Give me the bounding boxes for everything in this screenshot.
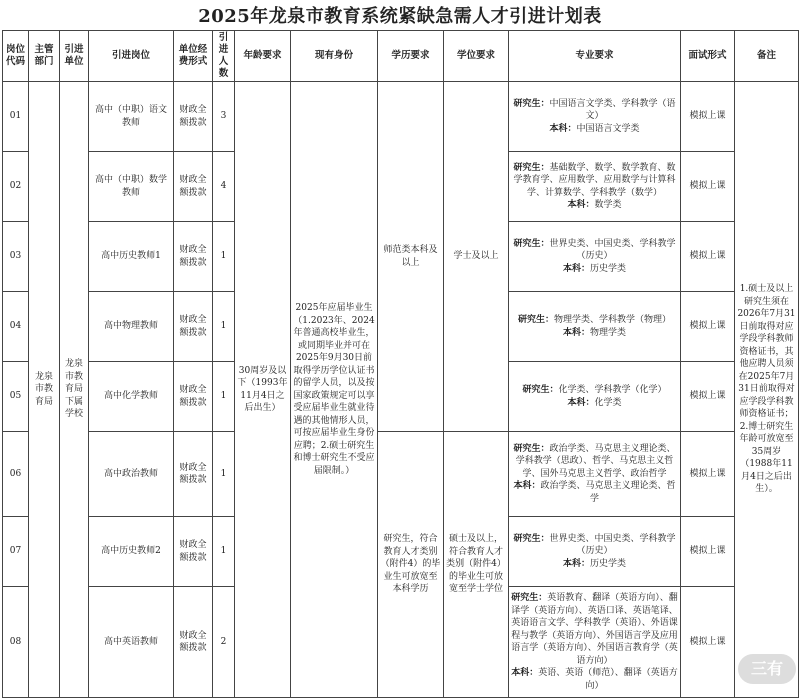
header-degree: 学位要求 — [444, 31, 509, 82]
post-name: 高中历史教师2 — [89, 517, 174, 587]
ug-label: 本科： — [562, 558, 590, 569]
funding-cell: 财政全额拨款 — [174, 82, 213, 152]
num-cell: 1 — [213, 292, 235, 362]
major-grad-line — [511, 384, 678, 397]
funding-cell: 财政全额拨款 — [174, 292, 213, 362]
major-grad-text: 世界史类、中国史类、学科教学（历史） — [549, 238, 676, 262]
major-ug-line — [511, 480, 678, 505]
num-cell: 1 — [213, 432, 235, 517]
major-cell — [509, 152, 681, 222]
major-grad-line — [511, 238, 678, 263]
major-cell — [509, 517, 681, 587]
major-grad-line — [511, 98, 678, 123]
header-major: 专业要求 — [509, 31, 681, 82]
major-ug-line — [511, 558, 678, 571]
header-post: 引进岗位 — [89, 31, 174, 82]
num-cell: 1 — [213, 222, 235, 292]
ug-label: 本科： — [567, 200, 595, 210]
major-cell — [509, 82, 681, 152]
major-ug-line — [511, 327, 678, 340]
grad-label: 研究生： — [511, 593, 548, 603]
grad-label: 研究生： — [522, 385, 559, 395]
funding-cell: 财政全额拨款 — [174, 362, 213, 432]
grad-label: 研究生： — [517, 315, 554, 325]
major-grad-text: 世界史类、中国史类、学科教学（历史） — [549, 533, 676, 557]
interview-cell: 模拟上课 — [681, 517, 735, 587]
major-ug-text: 历史学类 — [590, 558, 627, 569]
degree-cell-a: 学士及以上 — [444, 82, 509, 432]
interview-cell: 模拟上课 — [681, 292, 735, 362]
post-code: 05 — [3, 362, 29, 432]
identity-cell: 2025年应届毕业生（1.2023年、2024年普通高校毕业生，或同期毕业并可在2025年9月30日前取得学历学位认证书的留学人员，以及按国家政策规定可以享受应届毕业生就业待遇的其他情形人员，可按应届毕业生身份应聘；2.硕士研究生和博士研究生不受应届限制。） — [291, 82, 378, 698]
major-ug-text: 英语、英语（师范）、翻译（英语方向） — [538, 668, 678, 691]
interview-cell: 模拟上课 — [681, 222, 735, 292]
post-code: 08 — [3, 587, 29, 698]
header-age: 年龄要求 — [235, 31, 291, 82]
funding-cell: 财政全额拨款 — [174, 587, 213, 698]
post-name: 高中英语教师 — [89, 587, 174, 698]
ug-label: 本科： — [513, 481, 541, 492]
post-name: 高中政治教师 — [89, 432, 174, 517]
grad-label: 研究生： — [513, 533, 550, 544]
dept-cell: 龙泉市教育局 — [29, 82, 60, 698]
major-ug-line — [511, 397, 678, 410]
major-ug-text: 历史学类 — [590, 263, 627, 274]
post-name: 高中（中职）语文教师 — [89, 82, 174, 152]
header-num: 引进人数 — [213, 31, 235, 82]
interview-cell: 模拟上课 — [681, 362, 735, 432]
ug-label: 本科： — [562, 263, 590, 274]
ug-label: 本科： — [567, 397, 595, 408]
interview-cell: 模拟上课 — [681, 587, 735, 698]
header-row — [3, 31, 799, 82]
post-code: 04 — [3, 292, 29, 362]
num-cell: 4 — [213, 152, 235, 222]
post-code: 06 — [3, 432, 29, 517]
major-ug-text: 数学类 — [594, 200, 622, 210]
header-remarks: 备注 — [735, 31, 799, 82]
grad-label: 研究生： — [513, 238, 550, 249]
grad-label: 研究生： — [513, 162, 550, 173]
interview-cell: 模拟上课 — [681, 432, 735, 517]
age-cell: 30周岁及以下（1993年11月4日之后出生） — [235, 82, 291, 698]
major-grad-text: 物理学类、学科教学（物理） — [554, 315, 672, 325]
major-cell — [509, 292, 681, 362]
major-grad-text: 英语教育、翻译（英语方向）、翻译学（英语方向）、英语口译、英语笔译、英语语言文学、学科教学（英语）、外语课程与教学（英语方向）、外国语言学及应用语言学（英语方向）、外国语言教育学（英语方向） — [511, 593, 678, 666]
remarks-cell: 1.硕士及以上研究生须在2026年7月31日前取得对应学段学科教师资格证书，其他应聘人员须在2025年7月31日前取得对应学段学科教师资格证书；2.博士研究生年龄可放宽至35周岁（1988年11月4日之后出生）。 — [735, 82, 799, 698]
grad-label: 研究生： — [513, 98, 550, 109]
major-grad-text: 中国语言文学类、学科教学（语文） — [549, 98, 676, 122]
post-name: 高中物理教师 — [89, 292, 174, 362]
major-grad-text: 化学类、学科教学（化学） — [558, 385, 667, 395]
major-grad-line — [511, 533, 678, 558]
page-title: 2025年龙泉市教育系统紧缺急需人才引进计划表 — [198, 6, 602, 27]
post-code: 02 — [3, 152, 29, 222]
funding-cell: 财政全额拨款 — [174, 222, 213, 292]
header-edu: 学历要求 — [378, 31, 444, 82]
major-ug-line — [511, 667, 678, 692]
major-grad-line — [511, 443, 678, 481]
major-ug-text: 政治学类、马克思主义理论类、哲学 — [540, 481, 676, 504]
major-ug-text: 化学类 — [594, 397, 622, 408]
major-ug-text: 物理学类 — [590, 327, 627, 338]
major-grad-line — [511, 592, 678, 667]
post-name: 高中（中职）数学教师 — [89, 152, 174, 222]
funding-cell: 财政全额拨款 — [174, 432, 213, 517]
degree-cell-b: 硕士及以上，符合教育人才类别（附件4）的毕业生可放宽至学士学位 — [444, 432, 509, 698]
major-ug-text: 中国语言文学类 — [576, 123, 640, 134]
major-ug-line — [511, 123, 678, 136]
post-name: 高中历史教师1 — [89, 222, 174, 292]
post-code: 03 — [3, 222, 29, 292]
grad-label: 研究生： — [513, 443, 550, 454]
major-grad-text: 政治学类、马克思主义理论类、学科教学（思政）、哲学、马克思主义哲学、国外马克思主义哲学、政治哲学 — [515, 443, 676, 479]
recruitment-plan-table — [2, 30, 799, 698]
header-code: 岗位代码 — [3, 31, 29, 82]
major-cell — [509, 222, 681, 292]
ug-label: 本科： — [562, 327, 590, 338]
table-row — [3, 82, 799, 152]
major-cell — [509, 432, 681, 517]
ug-label: 本科： — [549, 123, 577, 134]
major-grad-text: 基础数学、数学、数学教育、数学教育学、应用数学、应用数学与计算科学、计算数学、学科教学（数学） — [513, 162, 676, 198]
edu-cell-a: 师范类本科及以上 — [378, 82, 444, 432]
edu-cell-b: 研究生，符合教育人才类别（附件4）的毕业生可放宽至本科学历 — [378, 432, 444, 698]
funding-cell: 财政全额拨款 — [174, 517, 213, 587]
major-cell — [509, 362, 681, 432]
major-ug-line — [511, 199, 678, 212]
num-cell: 2 — [213, 587, 235, 698]
num-cell: 1 — [213, 517, 235, 587]
interview-cell: 模拟上课 — [681, 82, 735, 152]
major-grad-line — [511, 162, 678, 200]
header-dept: 主管部门 — [29, 31, 60, 82]
interview-cell: 模拟上课 — [681, 152, 735, 222]
major-cell — [509, 587, 681, 698]
post-code: 01 — [3, 82, 29, 152]
post-code: 07 — [3, 517, 29, 587]
num-cell: 1 — [213, 362, 235, 432]
header-funding: 单位经费形式 — [174, 31, 213, 82]
post-name: 高中化学教师 — [89, 362, 174, 432]
header-unit: 引进单位 — [60, 31, 89, 82]
funding-cell: 财政全额拨款 — [174, 152, 213, 222]
num-cell: 3 — [213, 82, 235, 152]
major-ug-line — [511, 263, 678, 276]
unit-cell: 龙泉市教育局下属学校 — [60, 82, 89, 698]
header-interview: 面试形式 — [681, 31, 735, 82]
watermark-logo: 三有 — [738, 654, 796, 684]
table-row — [3, 432, 799, 517]
major-grad-line — [511, 314, 678, 327]
ug-label: 本科： — [511, 668, 539, 678]
header-identity: 现有身份 — [291, 31, 378, 82]
